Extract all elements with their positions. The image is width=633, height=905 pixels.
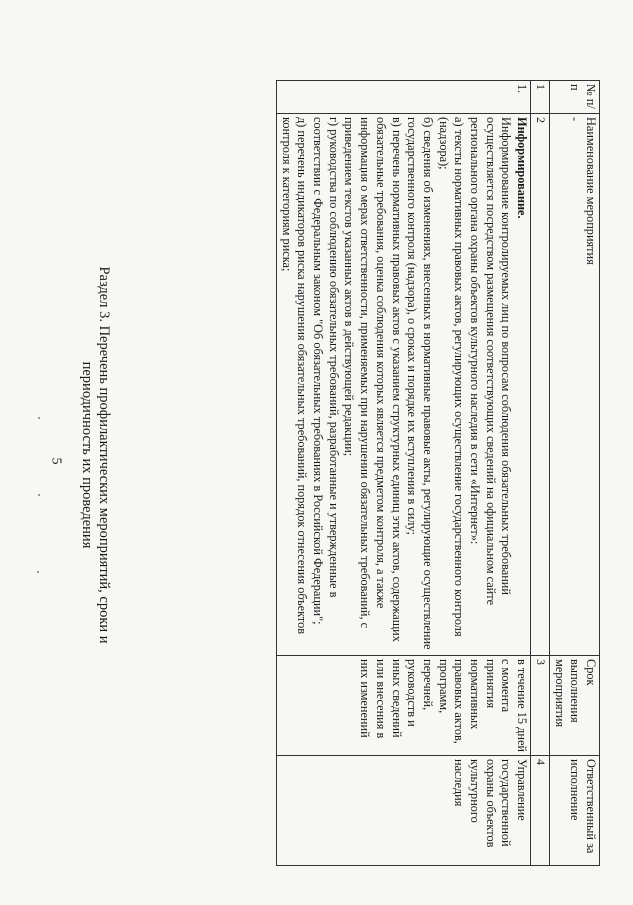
col-number-3: 3: [531, 656, 550, 756]
measure-item-a: а) тексты нормативных правовых актов, регулирующих осуществление государственного контроля (надзора);: [436, 117, 467, 637]
measure-item-b: б) сведения об изменениях, внесенных в нормативные правовые акты, регулирующие осуществление государственного контроля (надзора), о сроках и порядке их вступления в силу;: [405, 117, 435, 650]
col-number-4: 4: [531, 756, 550, 866]
header-name-dash: -: [568, 117, 583, 122]
column-number-row: [531, 81, 550, 866]
col-number-1: 1: [531, 81, 550, 114]
header-num: № п/п: [549, 81, 599, 114]
section-heading-line-1: Раздел 3. Перечень профилактических мероприятий, сроки и: [96, 266, 112, 644]
measures-table: [276, 80, 600, 866]
measure-responsible: Управление государственной охраны объектов культурного наследия: [276, 756, 530, 866]
measure-description: [276, 114, 530, 656]
table-row: [276, 81, 530, 866]
measure-item-e: д) перечень индикаторов риска нарушения обязательных требований, порядок отнесения объектов контроля к категориям риска;: [279, 117, 310, 635]
section-heading-line-2: периодичность их проведения: [79, 361, 95, 549]
measure-item-d: г) руководства по соблюдению обязательных требований, разработанные и утвержденные в соответствии с Федеральным законом "Об обязательных требованиях в Российской Федерации";: [311, 117, 341, 625]
measure-deadline: в течение 15 дней с момента принятия нормативных правовых актов, программ, перечней, руководств и иных сведений или внесения в них изменений: [276, 656, 530, 756]
header-responsible: Ответственный за исполнение: [549, 756, 599, 866]
table-header-row: [549, 81, 599, 866]
col-number-2: 2: [531, 114, 550, 656]
rotated-page-content: [20, 45, 620, 865]
row-number: 1.: [276, 81, 530, 114]
measure-text-intro: Информирование контролируемых лиц по вопросам соблюдения обязательных требований осуществляется посредством размещения соответствующих сведений на официальном сайте регионального органа охраны объектов культурного наследия в сети «Интернет»:: [468, 117, 514, 606]
header-deadline: Срок выполнения мероприятия: [549, 656, 599, 756]
measure-title: Информирование.: [515, 117, 530, 219]
page-number: 5: [48, 457, 64, 465]
header-name: [549, 114, 599, 656]
header-name-label: Наименование мероприятия: [584, 117, 598, 265]
section-heading: [78, 45, 112, 865]
measure-item-c: в) перечень нормативных правовых актов с указанием структурных единиц этих актов, содержащих обязательные требования, оценка соблюдения которых является предметом контроля, а также информация о мерах ответственности, применяемых при нарушении обязательных требований, с приведением текстов указанных актов в действующей редакции;: [342, 117, 404, 642]
